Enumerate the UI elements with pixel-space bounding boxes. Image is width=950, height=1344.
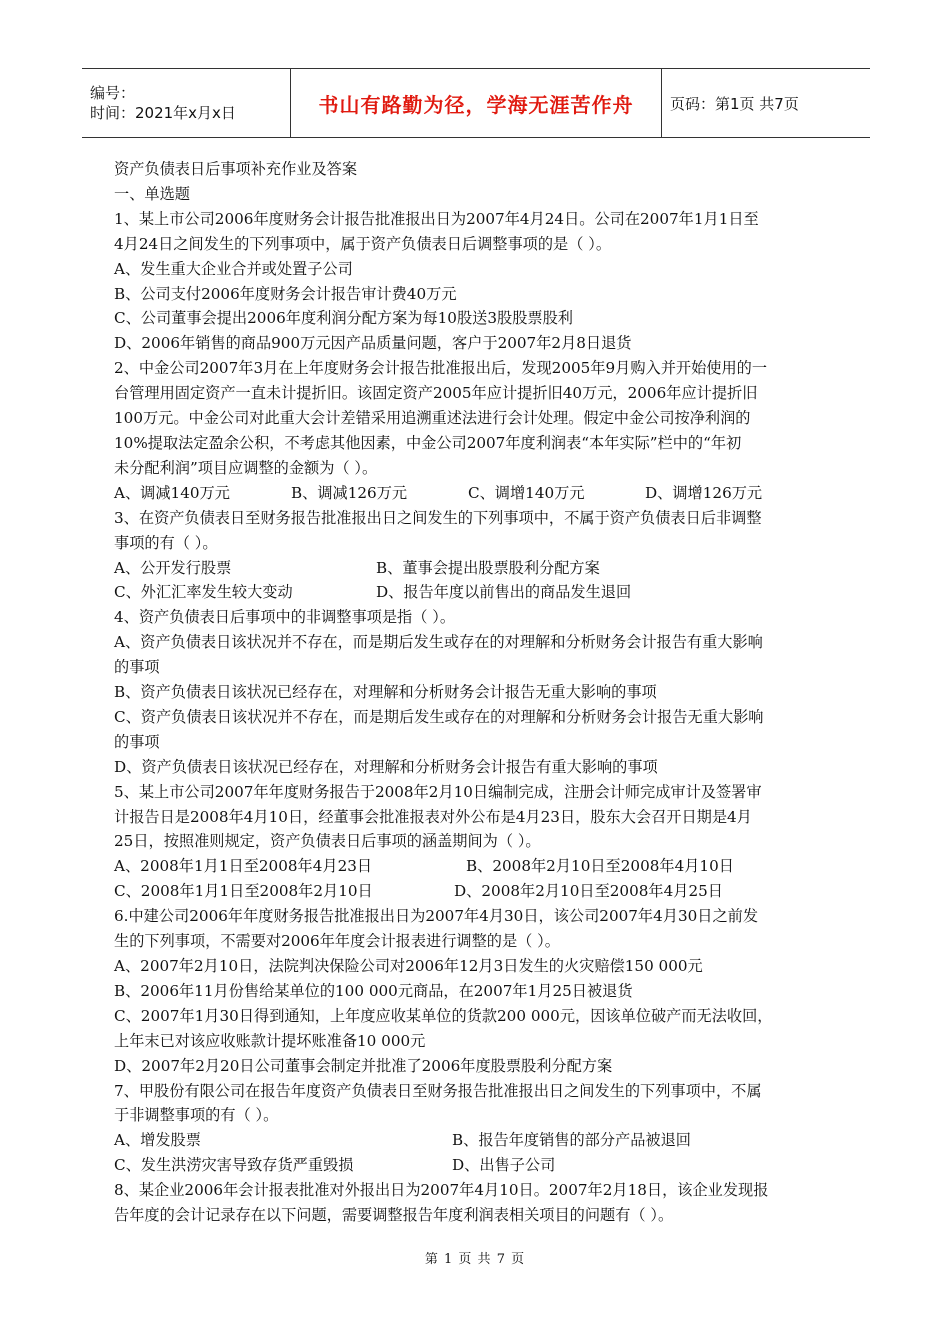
question-7-line: 于非调整事项的有（ ）。 xyxy=(114,1106,279,1125)
question-2-option-b: B、调减126万元 xyxy=(291,483,408,502)
question-5-option-b: B、2008年2月10日至2008年4月10日 xyxy=(466,857,734,876)
question-1-line: 1、某上市公司2006年度财务会计报告批准报出日为2007年4月24日。公司在2007年1月1日至 xyxy=(114,209,759,228)
question-5-line: 计报告日是2008年4月10日，经董事会批准报表对外公布是4月23日，股东大会召开日期是4月 xyxy=(114,807,752,826)
question-1-option-d: D、2006年销售的商品900万元因产品质量问题，客户于2007年2月8日退货 xyxy=(114,334,632,353)
doc-time-label: 时间：2021年x月x日 xyxy=(90,104,236,122)
question-1-line: 4月24日之间发生的下列事项中，属于资产负债表日后调整事项的是（ ）。 xyxy=(114,234,612,253)
question-5-line: 5、某上市公司2007年年度财务报告于2008年2月10日编制完成，注册会计师完成审计及签署审 xyxy=(114,782,762,801)
section-heading: 一、单选题 xyxy=(114,184,190,203)
question-3-line: 事项的有（ ）。 xyxy=(114,533,218,552)
question-1-option-c: C、公司董事会提出2006年度利润分配方案为每10股送3股股票股利 xyxy=(114,309,573,328)
question-7-option-c: C、发生洪涝灾害导致存货严重毁损 xyxy=(114,1156,354,1175)
question-4-option-a: A、资产负债表日该状况并不存在，而是期后发生或存在的对理解和分析财务会计报告有重大影响 xyxy=(114,633,763,652)
question-3-option-a: A、公开发行股票 xyxy=(114,558,232,577)
question-2-option-c: C、调增140万元 xyxy=(468,483,585,502)
question-6-option-b: B、2006年11月份售给某单位的100 000元商品，在2007年1月25日被退货 xyxy=(114,981,633,1000)
header-motto: 书山有路勤为径，学海无涯苦作舟 xyxy=(318,92,634,117)
question-3-option-c: C、外汇汇率发生较大变动 xyxy=(114,583,293,602)
question-7-option-b: B、报告年度销售的部分产品被退回 xyxy=(452,1131,691,1150)
question-6-option-a: A、2007年2月10日，法院判决保险公司对2006年12月3日发生的火灾赔偿150 000元 xyxy=(114,957,703,975)
question-3-option-b: B、董事会提出股票股利分配方案 xyxy=(376,558,600,577)
question-8-line: 8、某企业2006年会计报表批准对外报出日为2007年4月10日。2007年2月18日，该企业发现报 xyxy=(114,1181,769,1200)
question-6-option-c-cont: 上年末已对该应收账款计提坏账准备10 000元 xyxy=(114,1031,426,1050)
question-5-options-row-1 xyxy=(114,854,839,879)
question-3-options-row-2 xyxy=(114,580,839,605)
question-2-line: 2、中金公司2007年3月在上年度财务会计报告批准报出后，发现2005年9月购入并开始使用的一 xyxy=(114,359,768,378)
question-5-options-row-2 xyxy=(114,879,839,904)
question-5-line: 25日，按照准则规定，资产负债表日后事项的涵盖期间为（ ）。 xyxy=(114,832,541,851)
page-footer: 第 1 页 共 7 页 xyxy=(424,1252,526,1267)
question-5-option-c: C、2008年1月1日至2008年2月10日 xyxy=(114,882,373,901)
header-meta xyxy=(82,69,291,137)
question-2-line: 台管理用固定资产一直未计提折旧。该固定资产2005年应计提折旧40万元，2006年应计提折旧 xyxy=(114,384,758,403)
question-3-options-row-1 xyxy=(114,556,839,581)
question-6-option-c: C、2007年1月30日得到通知，上年度应收某单位的货款200 000元，因该单位破产而无法收回， xyxy=(114,1006,773,1025)
question-1-option-a: A、发生重大企业合并或处置子公司 xyxy=(114,259,353,278)
question-5-option-a: A、2008年1月1日至2008年4月23日 xyxy=(114,857,373,876)
question-8-line: 告年度的会计记录存在以下问题，需要调整报告年度利润表相关项目的问题有（ ）。 xyxy=(114,1206,674,1225)
question-7-option-d: D、出售子公司 xyxy=(452,1156,556,1175)
question-2-options xyxy=(114,481,839,506)
question-6-line: 6.中建公司2006年年度财务报告批准报出日为2007年4月30日，该公司2007年4月30日之前发 xyxy=(114,907,759,926)
header-page-label: 页码：第1页 共7页 xyxy=(670,94,799,113)
question-2-line: 10%提取法定盈余公积，不考虑其他因素，中金公司2007年度利润表“本年实际”栏中的“年初 xyxy=(114,433,742,452)
question-7-line: 7、甲股份有限公司在报告年度资产负债表日至财务报告批准报出日之间发生的下列事项中，不属 xyxy=(114,1081,762,1100)
header-motto-cell xyxy=(291,69,662,137)
question-2-line: 100万元。中金公司对此重大会计差错采用追溯重述法进行会计处理。假定中金公司按净利润的 xyxy=(114,409,751,428)
question-6-line: 生的下列事项，不需要对2006年年度会计报表进行调整的是（ ）。 xyxy=(114,932,560,951)
question-4-option-c-cont: 的事项 xyxy=(114,732,160,751)
header-page-cell xyxy=(662,69,870,137)
question-3-line: 3、在资产负债表日至财务报告批准报出日之间发生的下列事项中，不属于资产负债表日后非调整 xyxy=(114,508,762,527)
question-1-option-b: B、公司支付2006年度财务会计报告审计费40万元 xyxy=(114,284,457,303)
question-4-option-b: B、资产负债表日该状况已经存在，对理解和分析财务会计报告无重大影响的事项 xyxy=(114,683,657,702)
question-3-option-d: D、报告年度以前售出的商品发生退回 xyxy=(376,583,632,602)
doc-number-label: 编号： xyxy=(90,84,136,102)
question-2-option-d: D、调增126万元 xyxy=(645,483,763,502)
question-7-options-row-2 xyxy=(114,1153,839,1178)
question-7-options-row-1 xyxy=(114,1128,839,1153)
question-4-option-c: C、资产负债表日该状况并不存在，而是期后发生或存在的对理解和分析财务会计报告无重大影响 xyxy=(114,707,764,726)
doc-title: 资产负债表日后事项补充作业及答案 xyxy=(114,160,357,178)
question-2-line: 未分配利润”项目应调整的金额为（ ）。 xyxy=(114,458,378,477)
question-7-option-a: A、增发股票 xyxy=(114,1131,201,1150)
document-body xyxy=(114,157,839,1228)
question-4-line: 4、资产负债表日后事项中的非调整事项是指（ ）。 xyxy=(114,608,456,627)
page-header xyxy=(82,68,870,138)
question-4-option-d: D、资产负债表日该状况已经存在，对理解和分析财务会计报告有重大影响的事项 xyxy=(114,757,658,776)
question-6-option-d: D、2007年2月20日公司董事会制定并批准了2006年度股票股利分配方案 xyxy=(114,1056,613,1075)
question-2-option-a: A、调减140万元 xyxy=(114,483,230,502)
question-5-option-d: D、2008年2月10日至2008年4月25日 xyxy=(454,882,723,901)
question-4-option-a-cont: 的事项 xyxy=(114,658,160,677)
